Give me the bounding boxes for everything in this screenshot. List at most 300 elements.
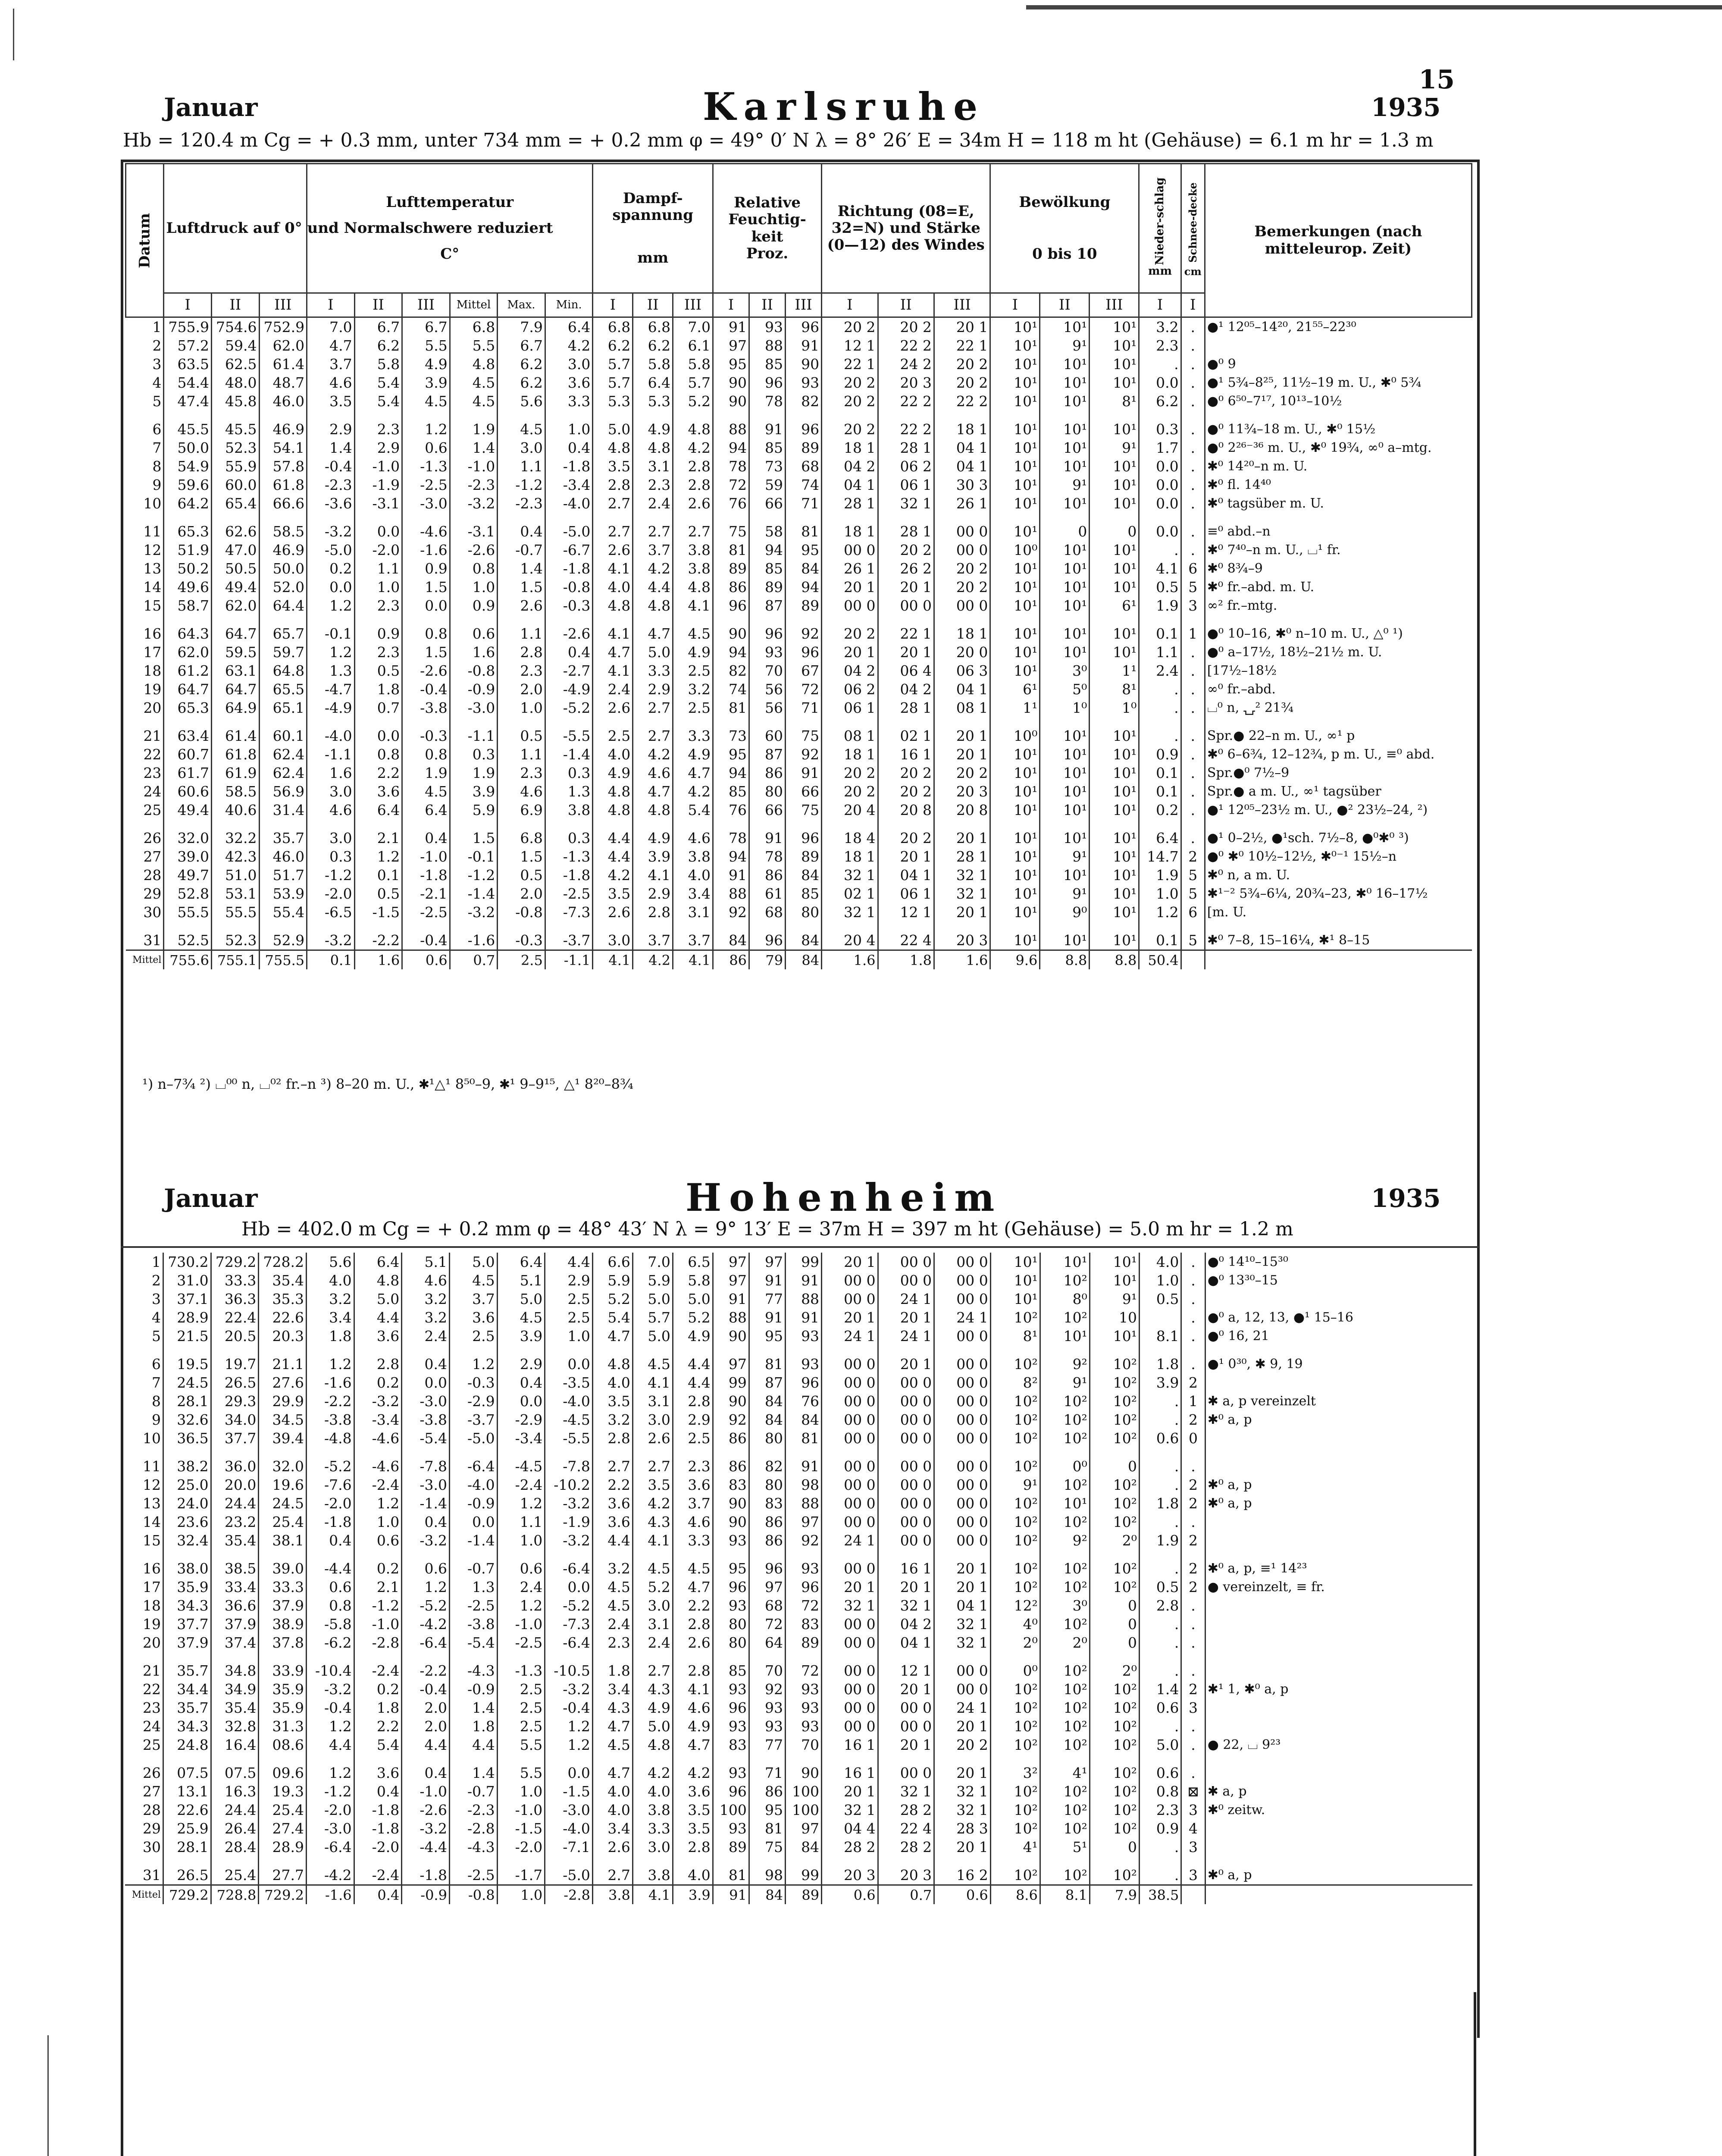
value-cell: 98 (785, 1476, 821, 1494)
value-cell: 4.7 (592, 1327, 632, 1345)
mean-cell: 0.4 (354, 1885, 402, 1905)
value-cell: 82 (786, 392, 822, 411)
value-cell: 752.9 (259, 317, 307, 337)
value-cell: 73 (749, 457, 786, 476)
value-cell: 70 (749, 1652, 785, 1680)
value-cell: 4.7 (633, 615, 673, 643)
value-cell: 88 (713, 411, 749, 439)
value-cell: 4.5 (449, 1271, 497, 1290)
value-cell: 0.6 (497, 1550, 545, 1578)
value-cell: 00 0 (822, 1550, 878, 1578)
mean-cell: 755.1 (211, 950, 259, 970)
value-cell: 10² (1040, 1801, 1090, 1819)
remark-cell: ✱⁰ a, p (1205, 1410, 1472, 1429)
value-cell: 96 (749, 373, 786, 392)
value-cell: -0.7 (449, 1782, 497, 1801)
remark-cell: ●⁰ a–17½, 18½–21½ m. U. (1205, 643, 1472, 661)
value-cell: 9¹ (990, 1476, 1040, 1494)
value-cell: -2.5 (449, 1856, 497, 1885)
value-cell: 1.0 (354, 1513, 402, 1531)
value-cell: 37.7 (211, 1429, 259, 1448)
value-cell: 39.0 (259, 1550, 307, 1578)
value-cell: 2.9 (354, 439, 402, 457)
mean-cell: 8.1 (1040, 1885, 1090, 1905)
value-cell: . (1181, 336, 1205, 355)
value-cell: 35.9 (259, 1698, 307, 1717)
value-cell: 62.5 (211, 355, 259, 373)
value-cell: 2.7 (592, 1856, 632, 1885)
value-cell: 3.9 (497, 1327, 545, 1345)
value-cell: -0.3 (498, 921, 545, 950)
value-cell: 10¹ (990, 643, 1040, 661)
value-cell: 4.3 (632, 1513, 673, 1531)
table-row (126, 513, 1472, 541)
value-cell: -6.5 (307, 903, 355, 921)
value-cell: 10¹ (1040, 457, 1090, 476)
value-cell: 12 1 (878, 903, 934, 921)
remark-cell: ●⁰ 2²⁶⁻³⁶ m. U., ✱⁰ 19¾, ∞⁰ a–mtg. (1205, 439, 1472, 457)
value-cell: 0.5 (1139, 1290, 1181, 1308)
value-cell: 5.4 (673, 801, 713, 819)
value-cell: 6.8 (498, 819, 545, 847)
value-cell: 66.6 (259, 494, 307, 513)
value-cell: 3.3 (545, 392, 593, 411)
value-cell: 64.7 (211, 615, 259, 643)
value-cell: 00 0 (878, 596, 934, 615)
value-cell: 5 (1181, 866, 1205, 884)
value-cell: 0 (1040, 513, 1090, 541)
unit-bew: 0 bis 10 (1032, 245, 1097, 263)
value-cell: 10 (1090, 1308, 1139, 1327)
value-cell: . (1181, 680, 1205, 699)
value-cell: 55.5 (164, 903, 212, 921)
remark-cell: ●¹ 12⁰⁵–23½ m. U., ●² 23½–24, ²) (1205, 801, 1472, 819)
value-cell: 10¹ (1040, 541, 1090, 559)
remark-cell: ✱⁰ n, a m. U. (1205, 866, 1472, 884)
value-cell: 08.6 (259, 1736, 307, 1754)
value-cell: 00 0 (822, 1494, 878, 1513)
value-cell: 4.0 (593, 578, 633, 596)
value-cell: 10² (1090, 1494, 1139, 1513)
value-cell: . (1139, 1615, 1181, 1633)
value-cell: 10² (1090, 1550, 1139, 1578)
value-cell: 2.7 (633, 717, 673, 745)
value-cell: 3.2 (1139, 317, 1181, 337)
value-cell: 3.9 (402, 373, 450, 392)
hohenheim-table (125, 1253, 1472, 1904)
value-cell: 0.4 (498, 513, 545, 541)
value-cell: 0.4 (402, 1513, 450, 1531)
value-cell: 90 (713, 392, 749, 411)
value-cell: 4.7 (633, 782, 673, 801)
value-cell: 5.0 (354, 1290, 402, 1308)
value-cell: 10² (990, 1736, 1040, 1754)
day-cell: 23 (143, 1699, 161, 1716)
value-cell: 4¹ (990, 1838, 1040, 1856)
value-cell: -1.3 (497, 1652, 545, 1680)
value-cell: 1.0 (497, 1531, 545, 1550)
value-cell: 0.0 (1139, 494, 1181, 513)
value-cell: -4.4 (402, 1838, 450, 1856)
value-cell: 34.5 (259, 1410, 307, 1429)
lufttemperatur-label: Lufttemperatur (386, 194, 514, 211)
value-cell: 2.3 (354, 643, 402, 661)
value-cell: 25.4 (259, 1513, 307, 1531)
remark-cell: ✱⁰ 8¾–9 (1205, 559, 1472, 578)
value-cell: 35.4 (211, 1531, 259, 1550)
value-cell: 67 (786, 661, 822, 680)
value-cell: 2.8 (633, 903, 673, 921)
value-cell: 3⁰ (1040, 1596, 1090, 1615)
day-cell: 13 (143, 560, 162, 577)
value-cell: 5.3 (633, 392, 673, 411)
mean-cell: -1.6 (306, 1885, 354, 1905)
day-cell: 21 (143, 727, 162, 744)
value-cell: . (1181, 643, 1205, 661)
value-cell: 20 2 (878, 541, 934, 559)
karlsruhe-month: Januar (164, 93, 258, 122)
value-cell: 10² (1090, 1578, 1139, 1596)
value-cell: 0 (1090, 1448, 1139, 1476)
value-cell: 1.4 (498, 559, 545, 578)
value-cell: 24 1 (822, 1531, 878, 1550)
value-cell: 6.8 (450, 317, 498, 337)
value-cell: 75 (786, 801, 822, 819)
value-cell: 84 (785, 1410, 821, 1429)
value-cell: 97 (749, 1578, 785, 1596)
value-cell: 2⁰ (990, 1633, 1040, 1652)
value-cell: 3.0 (632, 1596, 673, 1615)
value-cell: 1.4 (449, 1754, 497, 1782)
value-cell: 10¹ (990, 801, 1040, 819)
value-cell: 34.3 (163, 1717, 211, 1736)
value-cell: 4.7 (592, 1717, 632, 1736)
value-cell: 6.4 (633, 373, 673, 392)
value-cell: 1.9 (450, 411, 498, 439)
value-cell: 1.9 (450, 764, 498, 782)
value-cell: -0.4 (307, 457, 355, 476)
subheader-cell: II (633, 293, 673, 317)
value-cell: 32 1 (822, 1596, 878, 1615)
remark-cell: ∞⁰ fr.–abd. (1205, 680, 1472, 699)
value-cell: 2.3 (1139, 336, 1181, 355)
unit-mm: mm (637, 249, 669, 267)
value-cell: . (1181, 541, 1205, 559)
value-cell: 4.9 (673, 1327, 713, 1345)
value-cell: 00 0 (934, 1290, 991, 1308)
value-cell: 5.8 (673, 1271, 713, 1290)
value-cell: 20 1 (822, 578, 878, 596)
value-cell: 20 4 (822, 801, 878, 819)
value-cell: 00 0 (822, 596, 878, 615)
day-cell: 21 (143, 1662, 161, 1679)
subheader-cell: II (1040, 293, 1090, 317)
value-cell: 83 (713, 1736, 749, 1754)
mean-cell: 91 (713, 1885, 749, 1905)
value-cell: 728.2 (259, 1253, 307, 1271)
value-cell: 9¹ (1040, 884, 1090, 903)
value-cell: 12 1 (822, 336, 878, 355)
value-cell: 20 1 (878, 643, 934, 661)
value-cell: 10¹ (1090, 494, 1139, 513)
value-cell: 10² (1040, 1652, 1090, 1680)
value-cell: 2.4 (592, 1615, 632, 1633)
mean-cell: 8.6 (990, 1885, 1040, 1905)
value-cell: 81 (713, 541, 749, 559)
value-cell: 46.9 (259, 541, 307, 559)
day-cell: 2 (152, 1272, 161, 1289)
value-cell: 4.4 (545, 1253, 593, 1271)
value-cell: 18 1 (822, 439, 878, 457)
value-cell: -1.6 (306, 1373, 354, 1392)
day-cell: 19 (143, 1616, 161, 1633)
value-cell: 00 0 (878, 1476, 934, 1494)
value-cell: 23.2 (211, 1513, 259, 1531)
value-cell: 1.0 (450, 578, 498, 596)
value-cell: 86 (749, 764, 786, 782)
value-cell: 00 0 (822, 1633, 878, 1652)
value-cell: . (1139, 1717, 1181, 1736)
day-cell: 15 (143, 597, 162, 614)
value-cell: 754.6 (211, 317, 259, 337)
day-cell: 30 (143, 1839, 161, 1855)
value-cell: 4.7 (593, 643, 633, 661)
value-cell: 88 (785, 1494, 821, 1513)
table-row (125, 1290, 1472, 1308)
value-cell: 80 (786, 903, 822, 921)
value-cell: 86 (749, 1531, 785, 1550)
remark-cell: [m. U. (1205, 903, 1472, 921)
value-cell: 51.0 (211, 866, 259, 884)
remark-cell: ●⁰ 9 (1205, 355, 1472, 373)
niederschlag-label: Nieder-schlag (1153, 177, 1166, 265)
value-cell: 60 (749, 717, 786, 745)
value-cell: -2.3 (449, 1801, 497, 1819)
value-cell: 4.8 (633, 439, 673, 457)
value-cell: 0.1 (1139, 764, 1181, 782)
mean-cell (1181, 1885, 1205, 1905)
value-cell: 52.9 (259, 921, 307, 950)
value-cell: 1.1 (1139, 643, 1181, 661)
value-cell: -2.9 (449, 1392, 497, 1410)
remark-cell: [17½–18½ (1205, 661, 1472, 680)
value-cell: 0.5 (354, 884, 402, 903)
value-cell: 00 0 (934, 1373, 991, 1392)
value-cell: 10¹ (1040, 801, 1090, 819)
value-cell: 21.5 (163, 1327, 211, 1345)
value-cell: -1.8 (354, 1819, 402, 1838)
value-cell: 100 (785, 1801, 821, 1819)
value-cell: 10¹ (1040, 717, 1090, 745)
value-cell: 85 (749, 439, 786, 457)
value-cell: 93 (713, 1819, 749, 1838)
value-cell: 2⁰ (1090, 1652, 1139, 1680)
value-cell: 4.3 (592, 1698, 632, 1717)
value-cell: 10² (990, 1578, 1040, 1596)
value-cell: 00 0 (822, 1717, 878, 1736)
value-cell: 4.6 (673, 1513, 713, 1531)
value-cell: 1.8 (354, 1698, 402, 1717)
value-cell: 55.4 (259, 903, 307, 921)
value-cell: 4.9 (673, 1717, 713, 1736)
value-cell: 3.0 (307, 819, 355, 847)
value-cell: 4.4 (673, 1373, 713, 1392)
value-cell: -3.8 (402, 699, 450, 717)
value-cell: 00 0 (822, 1652, 878, 1680)
value-cell: 10² (1090, 1513, 1139, 1531)
value-cell: 20 1 (878, 847, 934, 866)
karlsruhe-station-title: Karlsruhe (703, 84, 986, 129)
value-cell: 10¹ (990, 661, 1040, 680)
value-cell: 93 (713, 1596, 749, 1615)
value-cell: 31.4 (259, 801, 307, 819)
value-cell: -1.0 (354, 457, 402, 476)
col-feuchte (713, 164, 822, 293)
value-cell: 93 (713, 1717, 749, 1736)
value-cell: 0 (1090, 513, 1139, 541)
value-cell: 91 (786, 336, 822, 355)
value-cell: 24.4 (211, 1801, 259, 1819)
value-cell: 0.1 (1139, 921, 1181, 950)
value-cell: 24 1 (934, 1308, 991, 1327)
value-cell: 32 1 (934, 1615, 991, 1633)
value-cell: 32 1 (934, 884, 990, 903)
value-cell: 2.4 (402, 1327, 450, 1345)
value-cell: 5⁰ (1040, 680, 1090, 699)
value-cell: -4.3 (449, 1838, 497, 1856)
value-cell: -6.4 (545, 1550, 593, 1578)
value-cell: 10² (1090, 1392, 1139, 1410)
value-cell: 3.5 (593, 457, 633, 476)
value-cell: 4⁰ (990, 1615, 1040, 1633)
remark-cell: ● 22, ⌴ 9²³ (1205, 1736, 1472, 1754)
value-cell: -1.6 (450, 921, 498, 950)
value-cell: -1.0 (402, 847, 450, 866)
value-cell: 22 1 (822, 355, 878, 373)
value-cell: -2.5 (545, 884, 593, 903)
value-cell: -1.4 (449, 1531, 497, 1550)
value-cell: 3.5 (673, 1801, 713, 1819)
value-cell: . (1181, 1615, 1205, 1633)
value-cell: 3 (1181, 596, 1205, 615)
value-cell: . (1181, 457, 1205, 476)
day-cell: 31 (143, 1867, 161, 1883)
value-cell: ⊠ (1181, 1782, 1205, 1801)
value-cell: 3.7 (633, 921, 673, 950)
value-cell: 50.2 (164, 559, 212, 578)
value-cell: 92 (749, 1680, 785, 1698)
value-cell: 10¹ (990, 1290, 1040, 1308)
value-cell: 10¹ (1090, 921, 1139, 950)
value-cell: 80 (713, 1633, 749, 1652)
table-row (126, 439, 1472, 457)
value-cell: 10² (1090, 1782, 1139, 1801)
value-cell: 1.9 (1139, 596, 1181, 615)
value-cell: 2.8 (498, 643, 545, 661)
table-row (125, 1308, 1472, 1327)
value-cell: 10¹ (1040, 596, 1090, 615)
value-cell: 2.9 (633, 884, 673, 903)
value-cell: 4.5 (402, 392, 450, 411)
mean-cell: 755.5 (259, 950, 307, 970)
value-cell: 2.5 (673, 661, 713, 680)
value-cell: 75 (749, 1838, 785, 1856)
value-cell: 10¹ (990, 903, 1040, 921)
subheader-cell: III (402, 293, 450, 317)
dampf-label: Dampf-spannung (612, 189, 694, 224)
day-cell: 14 (143, 579, 162, 595)
value-cell: 0 (1090, 1633, 1139, 1652)
value-cell: 10¹ (990, 847, 1040, 866)
value-cell: -3.1 (354, 494, 402, 513)
value-cell: 20 1 (934, 819, 990, 847)
value-cell: 19.3 (259, 1782, 307, 1801)
value-cell: 00 0 (934, 1410, 991, 1429)
table-row (126, 903, 1472, 921)
remark-cell: ●⁰ 13³⁰–15 (1205, 1271, 1472, 1290)
value-cell: 0.4 (354, 1782, 402, 1801)
value-cell: 48.7 (259, 373, 307, 392)
value-cell: 3.0 (632, 1410, 673, 1429)
value-cell: 2.6 (592, 1838, 632, 1856)
value-cell: 10² (1040, 1698, 1090, 1717)
value-cell: . (1139, 1633, 1181, 1652)
value-cell: 2.4 (632, 1633, 673, 1652)
remark-cell: ✱⁰ fl. 14⁴⁰ (1205, 476, 1472, 494)
value-cell: 4.4 (593, 847, 633, 866)
value-cell: 56 (749, 699, 786, 717)
value-cell: 24.8 (163, 1736, 211, 1754)
karlsruhe-station-params: Hb = 120.4 m Cg = + 0.3 mm, unter 734 mm = + 0.2 mm φ = 49° 0′ N λ = 8° 26′ E = 34m H = 118 m ht (Gehäuse) = 6.1 m hr = 1.3 m (123, 129, 1434, 151)
value-cell: 10¹ (990, 819, 1040, 847)
value-cell: 1.5 (402, 578, 450, 596)
remark-cell: ✱⁰ a, p, ≡¹ 14²³ (1205, 1550, 1472, 1578)
value-cell: -6.7 (545, 541, 593, 559)
value-cell: 92 (713, 903, 749, 921)
value-cell: 95 (713, 355, 749, 373)
page-number: 15 (1418, 65, 1455, 95)
value-cell: -3.7 (449, 1410, 497, 1429)
karlsruhe-table-wrap (125, 163, 1472, 969)
value-cell: 00 0 (878, 1754, 934, 1782)
value-cell: 00 0 (934, 1448, 991, 1476)
value-cell: 0.7 (354, 699, 402, 717)
value-cell: 74 (786, 476, 822, 494)
value-cell: 10¹ (990, 317, 1040, 337)
value-cell: 3.4 (592, 1680, 632, 1698)
value-cell: 10¹ (1090, 643, 1139, 661)
value-cell: 00 0 (934, 1494, 991, 1513)
mean-row (125, 1885, 1472, 1905)
value-cell: -5.5 (545, 717, 593, 745)
value-cell: 96 (786, 317, 822, 337)
schneedecke-label: Schnee-decke (1186, 182, 1199, 263)
value-cell: 0.4 (306, 1531, 354, 1550)
value-cell: 0.2 (354, 1550, 402, 1578)
value-cell: 36.0 (211, 1448, 259, 1476)
day-cell: 11 (143, 1458, 161, 1475)
table-row (125, 1838, 1472, 1856)
table-row (125, 1531, 1472, 1550)
value-cell: 85 (786, 884, 822, 903)
value-cell: 10² (1090, 1410, 1139, 1429)
value-cell: 74 (713, 680, 749, 699)
value-cell: 24 1 (934, 1698, 991, 1717)
value-cell: 94 (713, 847, 749, 866)
day-cell: 10 (143, 495, 162, 512)
value-cell: 0.0 (1139, 476, 1181, 494)
value-cell: 4.5 (402, 782, 450, 801)
